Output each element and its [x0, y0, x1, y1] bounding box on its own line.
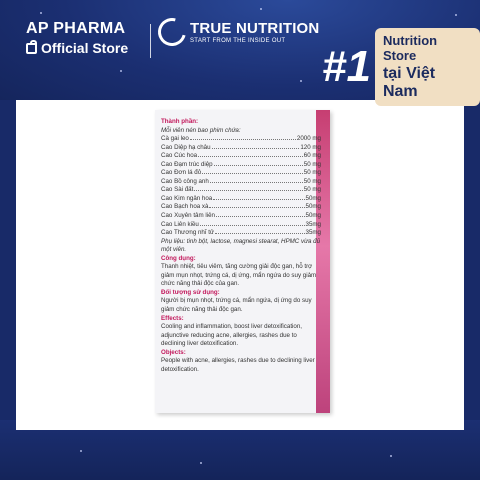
- store-label: Official Store: [41, 40, 129, 56]
- ingredient-name: Cao Bồ công anh: [161, 177, 209, 185]
- ingredient-row: [161, 144, 321, 153]
- partner-title: TRUE NUTRITION: [190, 20, 320, 37]
- ingredient-row: [161, 186, 321, 195]
- nutrition-store-badge: [322, 28, 480, 106]
- ingredient-row: [161, 229, 321, 238]
- ingredients-heading: Thành phần:: [161, 118, 199, 125]
- dotted-leader: [198, 156, 303, 157]
- ingredient-name: Cao Kim ngân hoa: [161, 194, 213, 202]
- dotted-leader: [213, 199, 304, 200]
- ingredient-row: [161, 161, 321, 170]
- users-heading: Đối tượng sử dụng:: [161, 288, 220, 296]
- excipients-text: Phụ liệu: tinh bột, lactose, magnesi stearat, HPMC vừa đủ một viên.: [161, 237, 321, 254]
- uses-heading: Công dụng:: [161, 254, 196, 262]
- ap-pharma-brand[interactable]: [26, 20, 128, 56]
- ingredient-amount: 60 mg: [303, 152, 321, 160]
- ingredient-amount: 50 mg: [303, 169, 321, 177]
- objects-text: People with acne, allergies, rashes due to declining liver detoxification.: [161, 357, 315, 373]
- ingredient-name: Cao Liên kiều: [161, 220, 199, 228]
- dotted-leader: [190, 139, 296, 140]
- users-text: Người bị mụn nhọt, trứng cá, mẩn ngứa, dị ứng do suy giảm chức năng thải độc gan.: [161, 297, 312, 314]
- ingredient-name: Cao Đạm trúc diệp: [161, 160, 213, 168]
- ingredient-amount: 50 mg: [303, 177, 321, 185]
- ingredient-row: [161, 203, 321, 212]
- effects-heading: Effects:: [161, 314, 184, 322]
- official-store-label: [26, 40, 128, 56]
- header-divider: [150, 24, 151, 58]
- dotted-leader: [214, 165, 303, 166]
- dotted-leader: [200, 225, 305, 226]
- ingredient-name: Cao Thương nhĩ tử: [161, 229, 215, 237]
- ingredient-amount: 50mg: [305, 203, 321, 211]
- brand-name: AP PHARMA: [26, 20, 126, 37]
- dotted-leader: [209, 207, 304, 208]
- true-nutrition-icon: [153, 13, 191, 51]
- ingredient-row: [161, 169, 321, 178]
- shopping-bag-icon: [26, 43, 37, 54]
- partner-tagline: START FROM THE INSIDE OUT: [190, 38, 286, 44]
- ingredient-row: [161, 221, 321, 230]
- ingredient-amount: 50 mg: [303, 160, 321, 168]
- ingredient-name: Cà gai leo: [161, 135, 189, 143]
- badge-number: #1: [322, 42, 371, 91]
- true-nutrition-logo[interactable]: [158, 18, 319, 46]
- objects-heading: Objects:: [161, 348, 186, 356]
- uses-text: Thanh nhiệt, tiêu viêm, tăng cường giải độc gan, hỗ trợ giảm mụn nhọt, trứng cá, dị ứng, mẩn ngứa do suy giảm chức năng thải độc của gan.: [161, 263, 317, 288]
- ingredient-name: Cao Diệp hạ châu: [161, 143, 211, 151]
- ingredient-row: [161, 152, 321, 161]
- ingredient-row: [161, 212, 321, 221]
- ingredient-name: Cao Xuyên tâm liên: [161, 212, 215, 220]
- product-label: [161, 118, 321, 374]
- ingredient-name: Cao Sài đất: [161, 186, 194, 194]
- ingredient-amount: 120 mg: [300, 143, 321, 151]
- dotted-leader: [194, 190, 302, 191]
- ingredients-list: [161, 135, 321, 238]
- dotted-leader: [216, 216, 305, 217]
- dotted-leader: [215, 233, 304, 234]
- ingredient-row: [161, 135, 321, 144]
- dotted-leader: [202, 173, 303, 174]
- ingredient-amount: 35mg: [305, 229, 321, 237]
- effects-text: Cooling and inflammation, boost liver detoxification, adjunctive reducing acne, allergies, rashes due to declining liver detoxification.: [161, 323, 303, 348]
- ingredient-row: [161, 195, 321, 204]
- ingredient-amount: 50 mg: [303, 186, 321, 194]
- badge-line1: Nutrition Store: [382, 33, 438, 63]
- ingredient-amount: 50mg: [305, 212, 321, 220]
- dotted-leader: [210, 182, 303, 183]
- dotted-leader: [212, 148, 300, 149]
- ingredients-subheading: Mỗi viên nén bao phim chứa:: [161, 126, 241, 134]
- ingredient-amount: 35mg: [305, 220, 321, 228]
- ingredient-name: Cao Cúc hoa: [161, 152, 198, 160]
- ingredient-row: [161, 178, 321, 187]
- ingredient-amount: 2000 mg: [296, 135, 321, 143]
- ingredient-name: Cao Bạch hoa xà: [161, 203, 209, 211]
- badge-line2: tại Việt Nam: [382, 65, 436, 100]
- ingredient-amount: 50mg: [305, 194, 321, 202]
- ingredient-name: Cao Đơn lá đỏ: [161, 169, 202, 177]
